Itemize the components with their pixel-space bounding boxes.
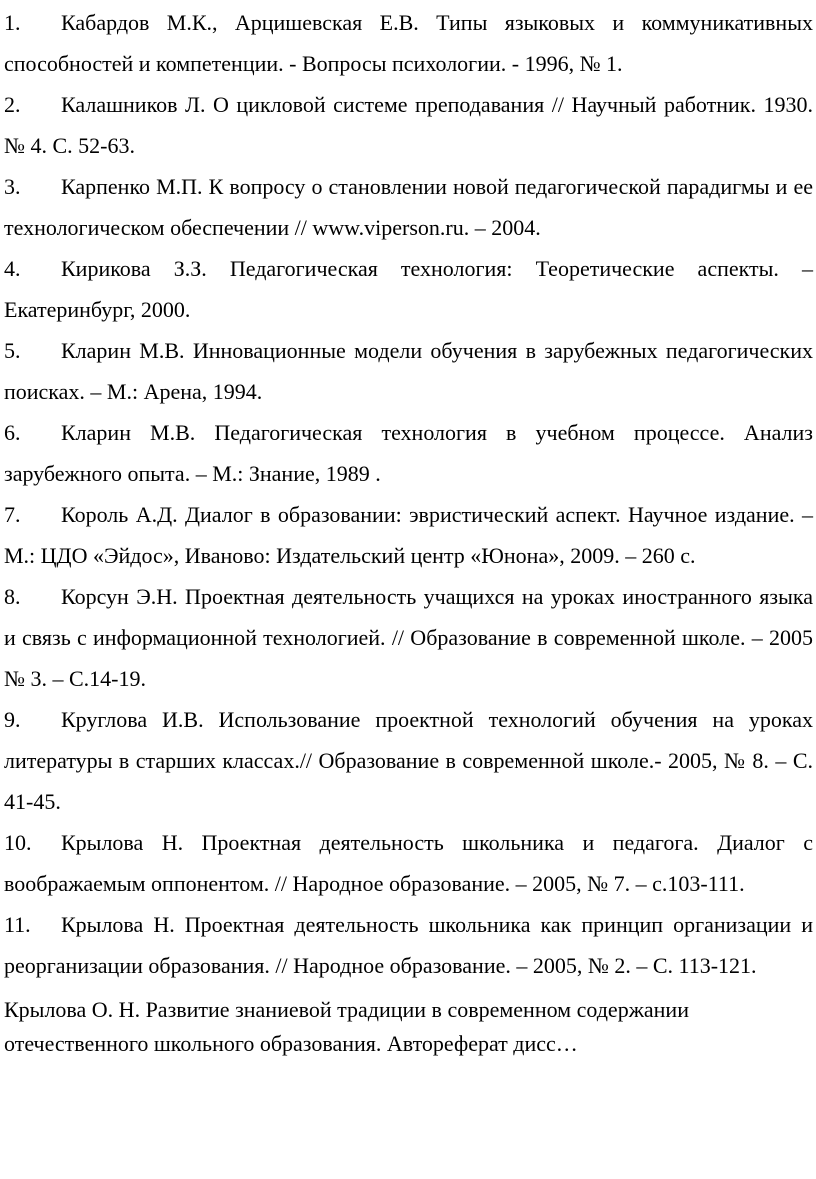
reference-text: Корсун Э.Н. Проектная деятельность учащихся на уроках иностранного языка и связь с информационной технологией. // Образование в современной школе. – 2005 № 3. – С.14-19. (4, 584, 813, 691)
reference-number: 5. (4, 338, 21, 363)
reference-text: Король А.Д. Диалог в образовании: эвристический аспект. Научное издание. – М.: ЦДО «Эйдос», Иваново: Издательский центр «Юнона», 2009. – 260 с. (4, 502, 813, 568)
reference-item (4, 576, 813, 699)
reference-item (4, 2, 813, 84)
reference-item (4, 494, 813, 576)
reference-number: 6. (4, 420, 21, 445)
reference-item (4, 166, 813, 248)
trailing-paragraph: Крылова О. Н. Развитие знаниевой традиции в современном содержании отечественного школьного образования. Автореферат дисс… (4, 997, 689, 1056)
reference-item (4, 904, 813, 986)
reference-text: Крылова Н. Проектная деятельность школьника как принцип организации и реорганизации образования. // Народное образование. – 2005, № 2. – С. 113-121. (4, 912, 813, 978)
reference-item (4, 330, 813, 412)
reference-number: 4. (4, 256, 21, 281)
reference-item (4, 822, 813, 904)
reference-number: 7. (4, 502, 21, 527)
reference-number: 10. (4, 830, 32, 855)
reference-number: 2. (4, 92, 21, 117)
reference-item (4, 84, 813, 166)
reference-text: Калашников Л. О цикловой системе преподавания // Научный работник. 1930. № 4. С. 52-63. (4, 92, 813, 158)
reference-text: Крылова Н. Проектная деятельность школьника и педагога. Диалог с воображаемым оппонентом. // Народное образование. – 2005, № 7. – с.103-111. (4, 830, 813, 896)
reference-number: 8. (4, 584, 21, 609)
reference-text: Карпенко М.П. К вопросу о становлении новой педагогической парадигмы и ее технологическом обеспечении // www.viperson.ru. – 2004. (4, 174, 813, 240)
reference-number: 3. (4, 174, 21, 199)
reference-number: 9. (4, 707, 21, 732)
reference-item (4, 248, 813, 330)
reference-text: Кларин М.В. Инновационные модели обучения в зарубежных педагогических поисках. – М.: Арена, 1994. (4, 338, 813, 404)
reference-number: 11. (4, 912, 31, 937)
reference-number: 1. (4, 10, 21, 35)
reference-item (4, 699, 813, 822)
reference-text: Кларин М.В. Педагогическая технология в учебном процессе. Анализ зарубежного опыта. – М.: Знание, 1989 . (4, 420, 813, 486)
reference-item (4, 412, 813, 494)
reference-text: Кабардов М.К., Арцишевская Е.В. Типы языковых и коммуникативных способностей и компетенции. - Вопросы психологии. - 1996, № 1. (4, 10, 813, 76)
reference-text: Кирикова З.З. Педагогическая технология: Теоретические аспекты. – Екатеринбург, 2000. (4, 256, 813, 322)
reference-text: Круглова И.В. Использование проектной технологий обучения на уроках литературы в старших классах.// Образование в современной школе.- 2005, № 8. – С. 41-45. (4, 707, 813, 814)
reference-list (4, 2, 813, 986)
